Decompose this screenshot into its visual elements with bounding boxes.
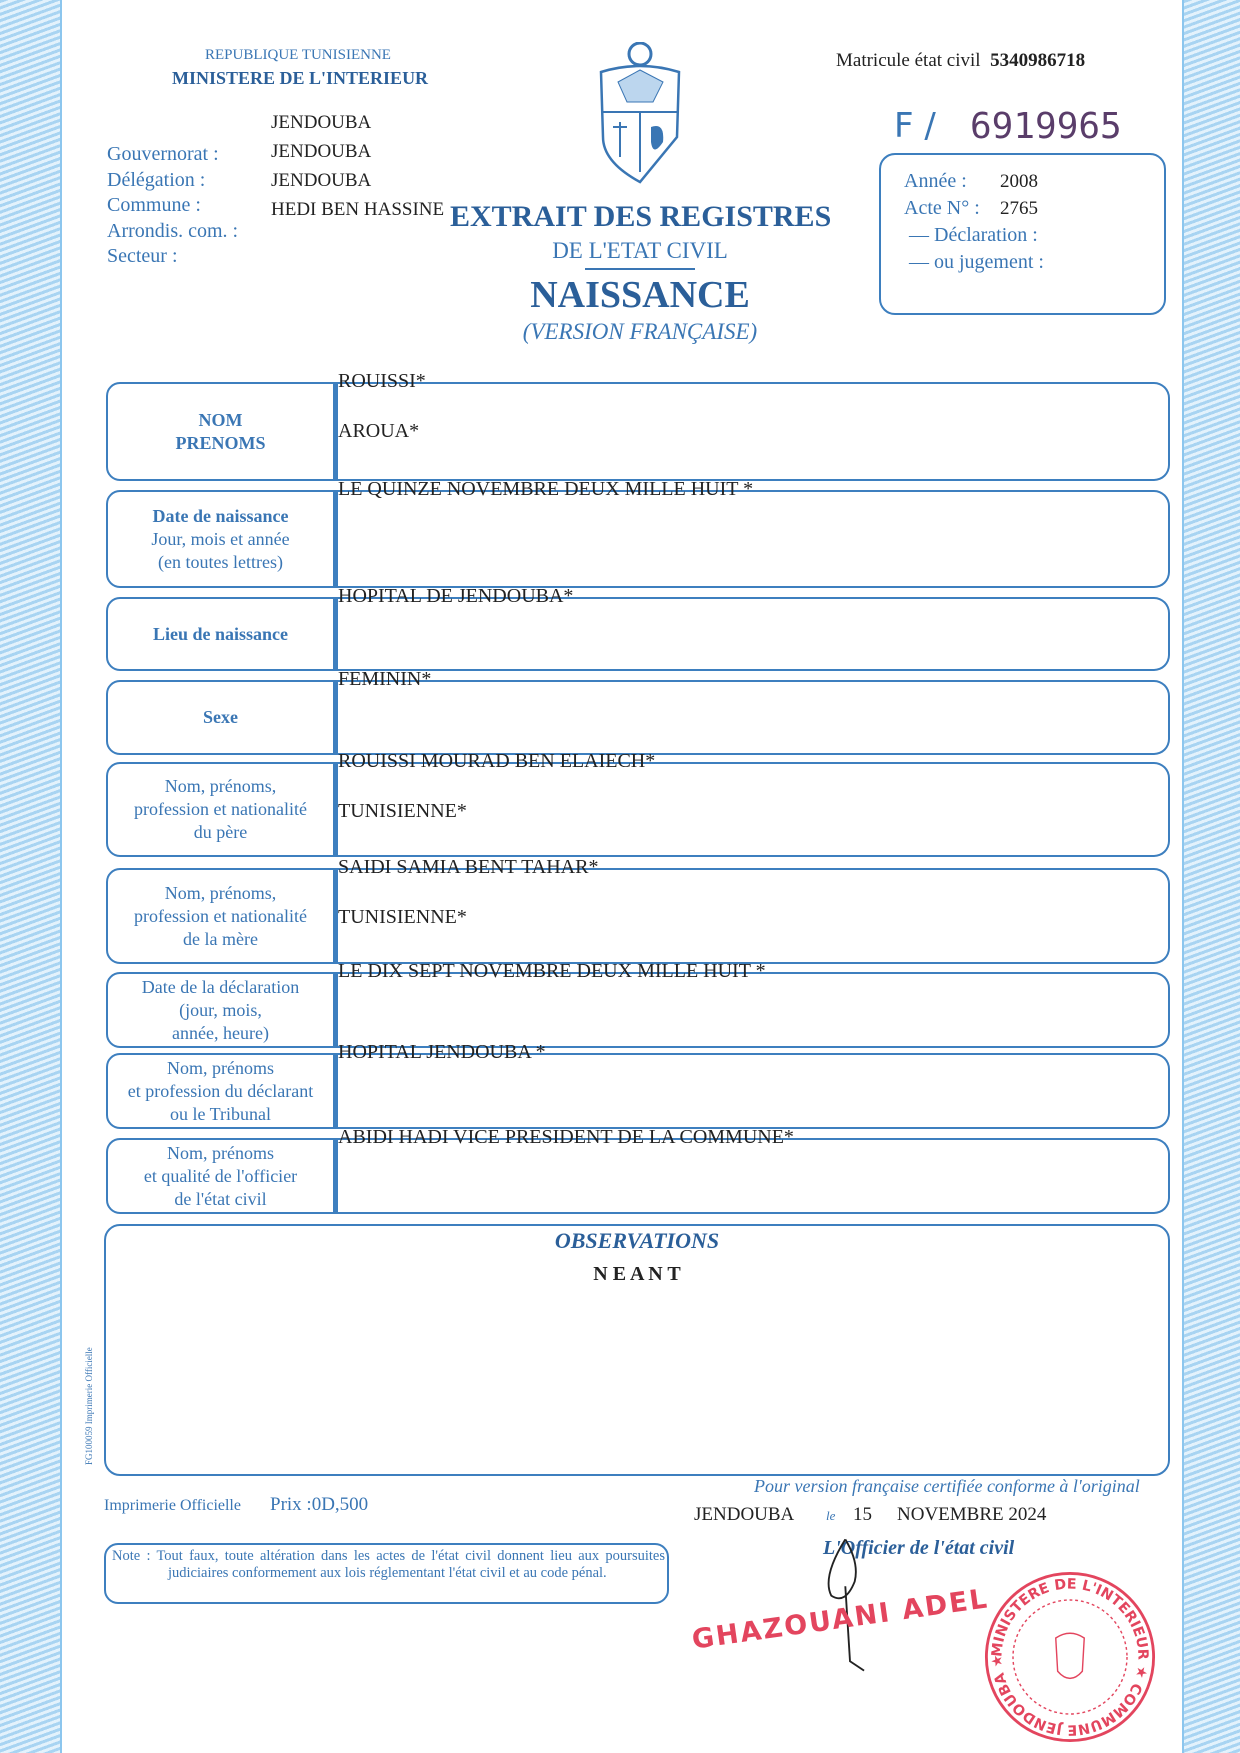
row-value: ROUISSI MOURAD BEN ELAIECH*: [338, 750, 656, 772]
row-label: [106, 762, 335, 857]
label-delegation: Délégation :: [107, 168, 206, 191]
row-value-box: [335, 972, 1170, 1048]
day: 15: [853, 1504, 872, 1525]
row-label-line: de l'état civil: [174, 1188, 267, 1209]
row-label: [106, 597, 335, 671]
observations-value: N E A N T: [593, 1263, 681, 1285]
row-label-line: Sexe: [203, 707, 238, 727]
row-label-line: année, heure): [172, 1022, 269, 1043]
serial-prefix: F /: [894, 106, 936, 146]
row-value-box: [335, 382, 1170, 481]
row-label-line: Lieu de naissance: [152, 623, 289, 644]
left-guilloche-border: [0, 0, 62, 1753]
row-value: TUNISIENNE*: [338, 800, 467, 822]
matricule-label: Matricule état civil: [836, 50, 981, 71]
row-label-line: Date de la déclaration: [141, 976, 300, 997]
acte-label: Acte N° :: [904, 197, 980, 219]
republic-label: REPUBLIQUE TUNISIENNE: [205, 47, 391, 63]
row-value: LE DIX SEPT NOVEMBRE DEUX MILLE HUIT *: [338, 960, 766, 982]
value-2: JENDOUBA: [271, 141, 372, 162]
row-label-line: ou le Tribunal: [169, 1103, 271, 1124]
row-label-line: de la mère: [183, 928, 258, 949]
serial-number: 6919965: [970, 106, 1122, 147]
le-label: le: [826, 1508, 836, 1523]
title-version: (VERSION FRANÇAISE): [522, 319, 758, 344]
label-secteur: Secteur :: [107, 245, 178, 267]
place: JENDOUBA: [694, 1504, 795, 1525]
row-label: [106, 972, 335, 1048]
printer: Imprimerie Officielle: [104, 1497, 241, 1514]
value-4: HEDI BEN HASSINE: [271, 199, 445, 220]
title-naissance: NAISSANCE: [530, 274, 750, 316]
row-label-line: profession et nationalité: [134, 799, 307, 819]
title-etat-civil: DE L'ETAT CIVIL: [552, 238, 728, 263]
row-label-line: (en toutes lettres): [158, 551, 283, 572]
row-value: HOPITAL JENDOUBA *: [338, 1041, 546, 1063]
row-label-line: Nom, prénoms,: [164, 882, 277, 903]
annee-value: 2008: [1000, 171, 1038, 192]
row-label: [106, 490, 335, 588]
row-value-box: [335, 597, 1170, 671]
row-label-line: NOM: [198, 409, 243, 430]
value-1: JENDOUBA: [271, 112, 372, 133]
price: Prix :0D,500: [270, 1494, 369, 1515]
jugement-label: — ou jugement :: [909, 251, 1044, 273]
row-label-line: profession et nationalité: [134, 905, 307, 926]
annee-label: Année :: [904, 170, 967, 192]
location-labels: [107, 142, 238, 270]
row-value: HOPITAL DE JENDOUBA*: [338, 585, 574, 607]
row-label-line: PRENOMS: [175, 432, 266, 453]
row-value: ROUISSI*: [338, 370, 426, 392]
ministry-label: MINISTERE DE L'INTERIEUR: [172, 68, 429, 88]
value-3: JENDOUBA: [271, 170, 372, 191]
row-label-line: et profession du déclarant: [127, 1080, 314, 1101]
row-label-line: Nom, prénoms: [167, 1142, 274, 1163]
title-extrait: EXTRAIT DES REGISTRES: [450, 200, 832, 233]
row-label: [106, 868, 335, 964]
row-value: LE QUINZE NOVEMBRE DEUX MILLE HUIT *: [338, 478, 754, 500]
row-label: [106, 1138, 335, 1214]
name-stamp: GHAZOUANI ADEL: [690, 1583, 991, 1656]
row-value: FEMININ*: [338, 668, 432, 690]
row-value: SAIDI SAMIA BENT TAHAR*: [338, 856, 599, 878]
row-value: AROUA*: [338, 420, 420, 442]
matricule-value: 5340986718: [990, 50, 1086, 71]
row-label-line: Jour, mois et année: [151, 528, 290, 549]
row-value-box: [335, 1053, 1170, 1129]
seal-text: MINISTERE DE L'INTERIEUR ★ COMMUNE JENDOUBA ★: [989, 1576, 1151, 1738]
tunisia-emblem: [593, 42, 688, 184]
row-label: [106, 382, 335, 481]
row-label: [106, 1053, 335, 1129]
location-values: [271, 108, 444, 224]
row-label: [106, 680, 335, 755]
label-commune: Commune :: [107, 194, 201, 216]
row-label-line: Date de naissance: [152, 505, 289, 526]
row-label-line: Nom, prénoms: [167, 1057, 274, 1078]
row-label-line: Nom, prénoms,: [164, 776, 277, 796]
officer-label: L'Officier de l'état civil: [823, 1537, 1015, 1559]
row-value: TUNISIENNE*: [338, 906, 467, 928]
declaration-label: — Déclaration :: [909, 224, 1038, 246]
row-value-box: [335, 490, 1170, 588]
row-value-box: [335, 1138, 1170, 1214]
row-label-line: (jour, mois,: [179, 999, 262, 1020]
note-text: Note : Tout faux, toute altération dans les actes de l'état civil donnent lieu aux poursuites judiciaires conformement aux lois réglementant l'état civil et au code pénal.: [112, 1548, 665, 1581]
matricule: [836, 50, 1085, 72]
row-value: ABIDI HADI VICE PRESIDENT DE LA COMMUNE*: [338, 1126, 794, 1148]
acte-value: 2765: [1000, 198, 1038, 219]
official-seal: [975, 1562, 1165, 1752]
label-arrondissement: Arrondis. com. :: [107, 219, 239, 242]
row-label-line: du père: [193, 822, 248, 842]
label-gouvernorat: Gouvernorat :: [107, 143, 219, 165]
row-label-line: et qualité de l'officier: [143, 1165, 298, 1186]
month-year: NOVEMBRE 2024: [897, 1504, 1047, 1525]
observations-title: OBSERVATIONS: [554, 1228, 720, 1253]
title-divider: [585, 268, 695, 270]
certified-text: Pour version française certifiée conforme à l'original: [754, 1476, 1140, 1496]
side-code: FG100059 Imprimerie Officielle: [84, 1347, 94, 1465]
right-guilloche-border: [1182, 0, 1240, 1753]
row-value-box: [335, 680, 1170, 755]
